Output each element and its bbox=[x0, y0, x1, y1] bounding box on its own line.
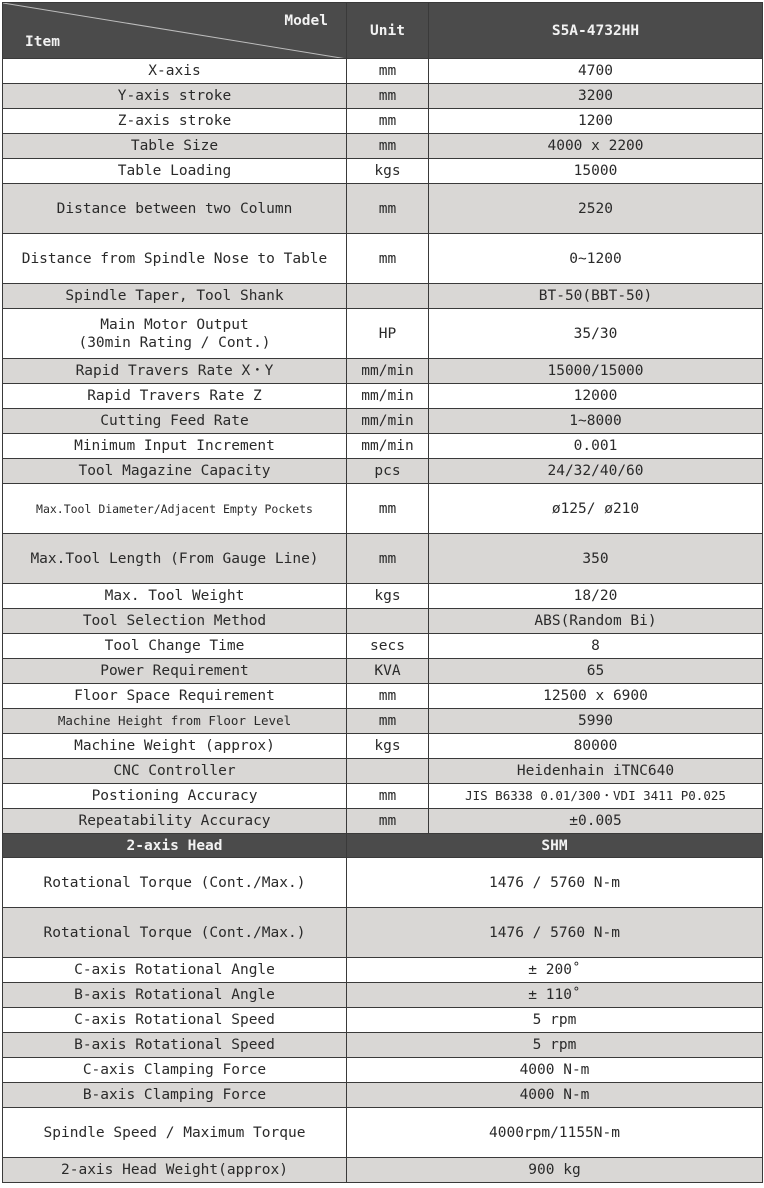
unit-cell bbox=[347, 284, 429, 309]
value-cell: 4000 N-m bbox=[347, 1058, 763, 1083]
item-cell: Rotational Torque (Cont./Max.) bbox=[3, 858, 347, 908]
value-cell: 8 bbox=[429, 634, 763, 659]
value-cell: 4000rpm/1155N-m bbox=[347, 1108, 763, 1158]
value-cell: 80000 bbox=[429, 734, 763, 759]
value-cell: 1476 / 5760 N-m bbox=[347, 858, 763, 908]
value-cell: 12500 x 6900 bbox=[429, 684, 763, 709]
value-cell: 1476 / 5760 N-m bbox=[347, 908, 763, 958]
table-row bbox=[3, 484, 763, 534]
item-cell: Rapid Travers Rate X・Y bbox=[3, 359, 347, 384]
table-row bbox=[3, 1008, 763, 1033]
item-cell: Y-axis stroke bbox=[3, 84, 347, 109]
item-cell: Rapid Travers Rate Z bbox=[3, 384, 347, 409]
unit-cell: pcs bbox=[347, 459, 429, 484]
unit-cell: kgs bbox=[347, 159, 429, 184]
value-cell: 3200 bbox=[429, 84, 763, 109]
table-row bbox=[3, 184, 763, 234]
item-cell: Repeatability Accuracy bbox=[3, 809, 347, 834]
value-cell: ± 110˚ bbox=[347, 983, 763, 1008]
unit-cell: mm bbox=[347, 184, 429, 234]
table-row bbox=[3, 284, 763, 309]
unit-cell: mm bbox=[347, 809, 429, 834]
table-row bbox=[3, 1108, 763, 1158]
table-row bbox=[3, 634, 763, 659]
item-cell: C-axis Rotational Angle bbox=[3, 958, 347, 983]
item-line-2: (30min Rating / Cont.) bbox=[78, 334, 271, 351]
table-row bbox=[3, 409, 763, 434]
table-row bbox=[3, 84, 763, 109]
item-line-1: Main Motor Output bbox=[100, 316, 249, 333]
table-row bbox=[3, 1158, 763, 1183]
item-cell: Tool Change Time bbox=[3, 634, 347, 659]
item-label: Item bbox=[25, 34, 60, 50]
value-cell: 15000 bbox=[429, 159, 763, 184]
unit-cell: mm/min bbox=[347, 384, 429, 409]
value-cell: 5 rpm bbox=[347, 1033, 763, 1058]
value-cell: 0~1200 bbox=[429, 234, 763, 284]
table-row bbox=[3, 858, 763, 908]
value-cell: 4700 bbox=[429, 59, 763, 84]
value-cell: ± 200˚ bbox=[347, 958, 763, 983]
head-section-value: SHM bbox=[347, 834, 763, 858]
unit-cell: mm/min bbox=[347, 409, 429, 434]
head-section-label: 2-axis Head bbox=[3, 834, 347, 858]
item-cell: C-axis Rotational Speed bbox=[3, 1008, 347, 1033]
unit-cell: KVA bbox=[347, 659, 429, 684]
table-row bbox=[3, 384, 763, 409]
table-row bbox=[3, 359, 763, 384]
table-row bbox=[3, 534, 763, 584]
item-cell: CNC Controller bbox=[3, 759, 347, 784]
table-row bbox=[3, 309, 763, 359]
unit-cell: mm bbox=[347, 534, 429, 584]
value-cell: 12000 bbox=[429, 384, 763, 409]
unit-cell: mm bbox=[347, 234, 429, 284]
head-section-row bbox=[3, 834, 763, 858]
item-cell: Z-axis stroke bbox=[3, 109, 347, 134]
unit-cell: mm bbox=[347, 684, 429, 709]
unit-cell: mm bbox=[347, 109, 429, 134]
unit-cell: mm bbox=[347, 59, 429, 84]
item-cell bbox=[3, 309, 347, 359]
value-cell: 18/20 bbox=[429, 584, 763, 609]
unit-cell: HP bbox=[347, 309, 429, 359]
spec-table bbox=[2, 2, 763, 1183]
value-cell: ABS(Random Bi) bbox=[429, 609, 763, 634]
unit-cell: mm/min bbox=[347, 434, 429, 459]
value-cell: 65 bbox=[429, 659, 763, 684]
table-row bbox=[3, 59, 763, 84]
table-row bbox=[3, 459, 763, 484]
item-cell: Tool Selection Method bbox=[3, 609, 347, 634]
unit-cell: mm bbox=[347, 134, 429, 159]
table-row bbox=[3, 809, 763, 834]
item-cell: Postioning Accuracy bbox=[3, 784, 347, 809]
table-row bbox=[3, 759, 763, 784]
table-row bbox=[3, 234, 763, 284]
table-row bbox=[3, 109, 763, 134]
value-cell: 1~8000 bbox=[429, 409, 763, 434]
item-cell: Table Size bbox=[3, 134, 347, 159]
table-row bbox=[3, 584, 763, 609]
item-cell: C-axis Clamping Force bbox=[3, 1058, 347, 1083]
value-cell: 35/30 bbox=[429, 309, 763, 359]
value-cell: Heidenhain iTNC640 bbox=[429, 759, 763, 784]
table-row bbox=[3, 983, 763, 1008]
unit-cell: mm bbox=[347, 84, 429, 109]
unit-cell bbox=[347, 759, 429, 784]
value-cell: 24/32/40/60 bbox=[429, 459, 763, 484]
value-cell: ±0.005 bbox=[429, 809, 763, 834]
model-label: Model bbox=[284, 13, 328, 29]
table-row bbox=[3, 659, 763, 684]
item-cell: Max.Tool Diameter/Adjacent Empty Pockets bbox=[3, 484, 347, 534]
table-row bbox=[3, 159, 763, 184]
value-cell: 2520 bbox=[429, 184, 763, 234]
value-cell: 4000 N-m bbox=[347, 1083, 763, 1108]
value-cell: BT-50(BBT-50) bbox=[429, 284, 763, 309]
item-cell: Floor Space Requirement bbox=[3, 684, 347, 709]
value-cell: 5990 bbox=[429, 709, 763, 734]
value-cell: 4000 x 2200 bbox=[429, 134, 763, 159]
item-cell: 2-axis Head Weight(approx) bbox=[3, 1158, 347, 1183]
value-cell: 900 kg bbox=[347, 1158, 763, 1183]
item-cell: Rotational Torque (Cont./Max.) bbox=[3, 908, 347, 958]
item-cell: X-axis bbox=[3, 59, 347, 84]
table-row bbox=[3, 784, 763, 809]
table-row bbox=[3, 434, 763, 459]
table-row bbox=[3, 1033, 763, 1058]
model-value-header: S5A-4732HH bbox=[429, 3, 763, 59]
unit-cell: mm bbox=[347, 709, 429, 734]
unit-cell: mm bbox=[347, 484, 429, 534]
item-model-header bbox=[3, 3, 347, 59]
unit-header: Unit bbox=[347, 3, 429, 59]
item-cell: Spindle Taper, Tool Shank bbox=[3, 284, 347, 309]
unit-cell: mm/min bbox=[347, 359, 429, 384]
table-row bbox=[3, 958, 763, 983]
table-row bbox=[3, 908, 763, 958]
unit-cell: mm bbox=[347, 784, 429, 809]
value-cell: 0.001 bbox=[429, 434, 763, 459]
value-cell: 5 rpm bbox=[347, 1008, 763, 1033]
item-cell: Machine Weight (approx) bbox=[3, 734, 347, 759]
unit-cell: secs bbox=[347, 634, 429, 659]
item-cell: Machine Height from Floor Level bbox=[3, 709, 347, 734]
table-row bbox=[3, 134, 763, 159]
item-cell: Distance between two Column bbox=[3, 184, 347, 234]
table-row bbox=[3, 734, 763, 759]
value-cell: ø125/ ø210 bbox=[429, 484, 763, 534]
table-row bbox=[3, 609, 763, 634]
table-row bbox=[3, 684, 763, 709]
table-row bbox=[3, 1083, 763, 1108]
item-cell: B-axis Clamping Force bbox=[3, 1083, 347, 1108]
item-cell: B-axis Rotational Speed bbox=[3, 1033, 347, 1058]
table-row bbox=[3, 1058, 763, 1083]
item-cell: Cutting Feed Rate bbox=[3, 409, 347, 434]
item-cell: Spindle Speed / Maximum Torque bbox=[3, 1108, 347, 1158]
header-row bbox=[3, 3, 763, 59]
unit-cell: kgs bbox=[347, 734, 429, 759]
value-cell: JIS B6338 0.01/300・VDI 3411 P0.025 bbox=[429, 784, 763, 809]
item-cell: Minimum Input Increment bbox=[3, 434, 347, 459]
unit-cell bbox=[347, 609, 429, 634]
item-cell: Power Requirement bbox=[3, 659, 347, 684]
item-cell: Max.Tool Length (From Gauge Line) bbox=[3, 534, 347, 584]
item-cell: B-axis Rotational Angle bbox=[3, 983, 347, 1008]
value-cell: 15000/15000 bbox=[429, 359, 763, 384]
value-cell: 1200 bbox=[429, 109, 763, 134]
item-cell: Max. Tool Weight bbox=[3, 584, 347, 609]
item-cell: Distance from Spindle Nose to Table bbox=[3, 234, 347, 284]
item-cell: Tool Magazine Capacity bbox=[3, 459, 347, 484]
unit-cell: kgs bbox=[347, 584, 429, 609]
value-cell: 350 bbox=[429, 534, 763, 584]
item-cell: Table Loading bbox=[3, 159, 347, 184]
table-row bbox=[3, 709, 763, 734]
